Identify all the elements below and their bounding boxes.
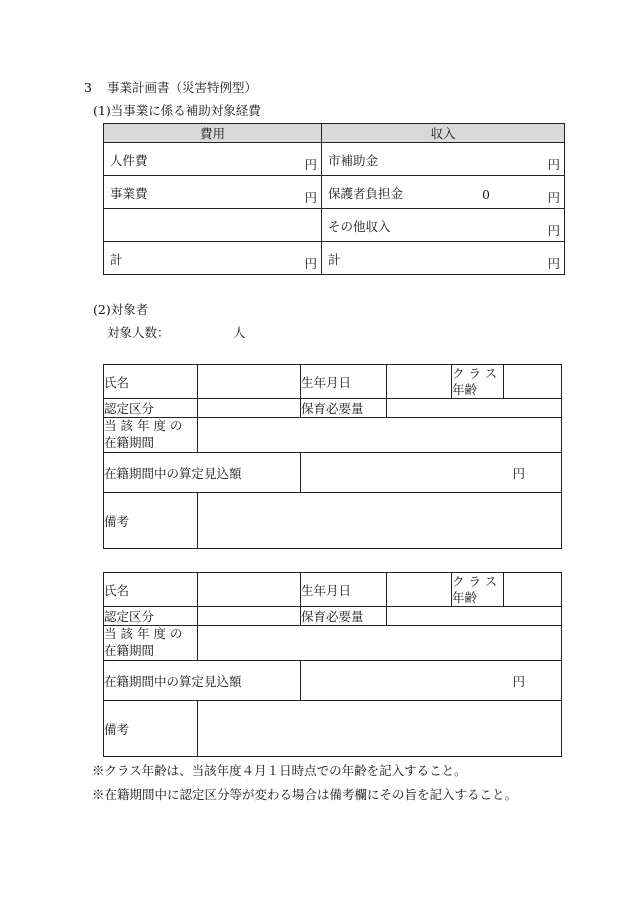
cost-cell[interactable] — [104, 143, 322, 176]
page-title: 事業計画書（災害特例型） — [107, 80, 258, 95]
birthdate-input[interactable] — [387, 573, 452, 607]
income-total-cell[interactable] — [322, 242, 565, 275]
estimate-label: 在籍期間中の算定見込額 — [104, 661, 301, 701]
budget-table — [103, 123, 565, 275]
remarks-label: 備考 — [104, 493, 198, 549]
period-line2: 在籍期間 — [104, 435, 155, 450]
income-label: 市補助金 — [328, 153, 379, 168]
period-line1: 当該年度の — [104, 418, 187, 434]
parent-share-value: 0 — [482, 187, 490, 202]
income-label: その他収入 — [328, 219, 391, 234]
yen-unit: 円 — [547, 157, 560, 172]
yen-unit: 円 — [304, 256, 317, 271]
certification-label: 認定区分 — [104, 399, 198, 418]
yen-unit: 円 — [547, 256, 560, 271]
yen-unit: 円 — [304, 157, 317, 172]
name-input[interactable] — [198, 365, 301, 399]
income-header: 収入 — [322, 124, 565, 143]
class-age-label — [452, 573, 504, 607]
care-need-input[interactable] — [387, 399, 562, 418]
remarks-input[interactable] — [198, 493, 562, 549]
cost-cell[interactable] — [104, 176, 322, 209]
birthdate-label: 生年月日 — [301, 573, 387, 607]
enrollment-period-input[interactable] — [198, 418, 562, 453]
cost-header: 費用 — [104, 124, 322, 143]
section-number: 3 — [84, 80, 92, 95]
period-line2: 在籍期間 — [104, 643, 155, 658]
yen-unit: 円 — [512, 465, 525, 481]
cost-label: 計 — [110, 252, 123, 267]
child-record-2 — [103, 572, 562, 757]
target-count-unit: 人 — [233, 325, 246, 340]
note-class-age: ※クラス年齢は、当該年度４月１日時点での年齢を記入すること。 — [92, 763, 467, 778]
section2-title: (2)対象者 — [93, 302, 149, 317]
remarks-input[interactable] — [198, 701, 562, 757]
note-remarks: ※在籍期間中に認定区分等が変わる場合は備考欄にその旨を記入すること。 — [92, 787, 518, 802]
name-input[interactable] — [198, 573, 301, 607]
cost-total-cell[interactable] — [104, 242, 322, 275]
class-age-line2: 年齢 — [452, 589, 478, 605]
certification-label: 認定区分 — [104, 607, 198, 626]
remarks-label: 備考 — [104, 701, 198, 757]
cost-label: 人件費 — [110, 153, 148, 168]
care-need-label: 保育必要量 — [301, 399, 387, 418]
income-cell[interactable] — [322, 176, 565, 209]
yen-unit: 円 — [547, 223, 560, 238]
income-cell[interactable] — [322, 209, 565, 242]
yen-unit: 円 — [304, 190, 317, 205]
yen-unit: 円 — [512, 673, 525, 689]
income-label: 保護者負担金 — [328, 186, 404, 201]
class-age-line2: 年齢 — [452, 381, 478, 397]
birthdate-label: 生年月日 — [301, 365, 387, 399]
class-age-input[interactable] — [504, 365, 562, 399]
certification-input[interactable] — [198, 607, 301, 626]
section1-title: (1)当事業に係る補助対象経費 — [93, 103, 261, 118]
child-record-1 — [103, 364, 562, 549]
class-age-input[interactable] — [504, 573, 562, 607]
period-line1: 当該年度の — [104, 626, 187, 642]
target-count-label: 対象人数： — [107, 325, 170, 340]
estimate-label: 在籍期間中の算定見込額 — [104, 453, 301, 493]
class-age-line1: クラス — [452, 365, 502, 381]
birthdate-input[interactable] — [387, 365, 452, 399]
estimate-input[interactable] — [301, 661, 562, 701]
cost-label: 事業費 — [110, 186, 148, 201]
care-need-input[interactable] — [387, 607, 562, 626]
income-cell[interactable] — [322, 143, 565, 176]
care-need-label: 保育必要量 — [301, 607, 387, 626]
class-age-label — [452, 365, 504, 399]
name-label: 氏名 — [104, 365, 198, 399]
name-label: 氏名 — [104, 573, 198, 607]
class-age-line1: クラス — [452, 573, 502, 589]
estimate-input[interactable] — [301, 453, 562, 493]
cost-cell[interactable] — [104, 209, 322, 242]
yen-unit: 円 — [547, 190, 560, 205]
enrollment-period-input[interactable] — [198, 626, 562, 661]
income-label: 計 — [328, 252, 341, 267]
certification-input[interactable] — [198, 399, 301, 418]
enrollment-period-label — [104, 418, 198, 453]
enrollment-period-label — [104, 626, 198, 661]
